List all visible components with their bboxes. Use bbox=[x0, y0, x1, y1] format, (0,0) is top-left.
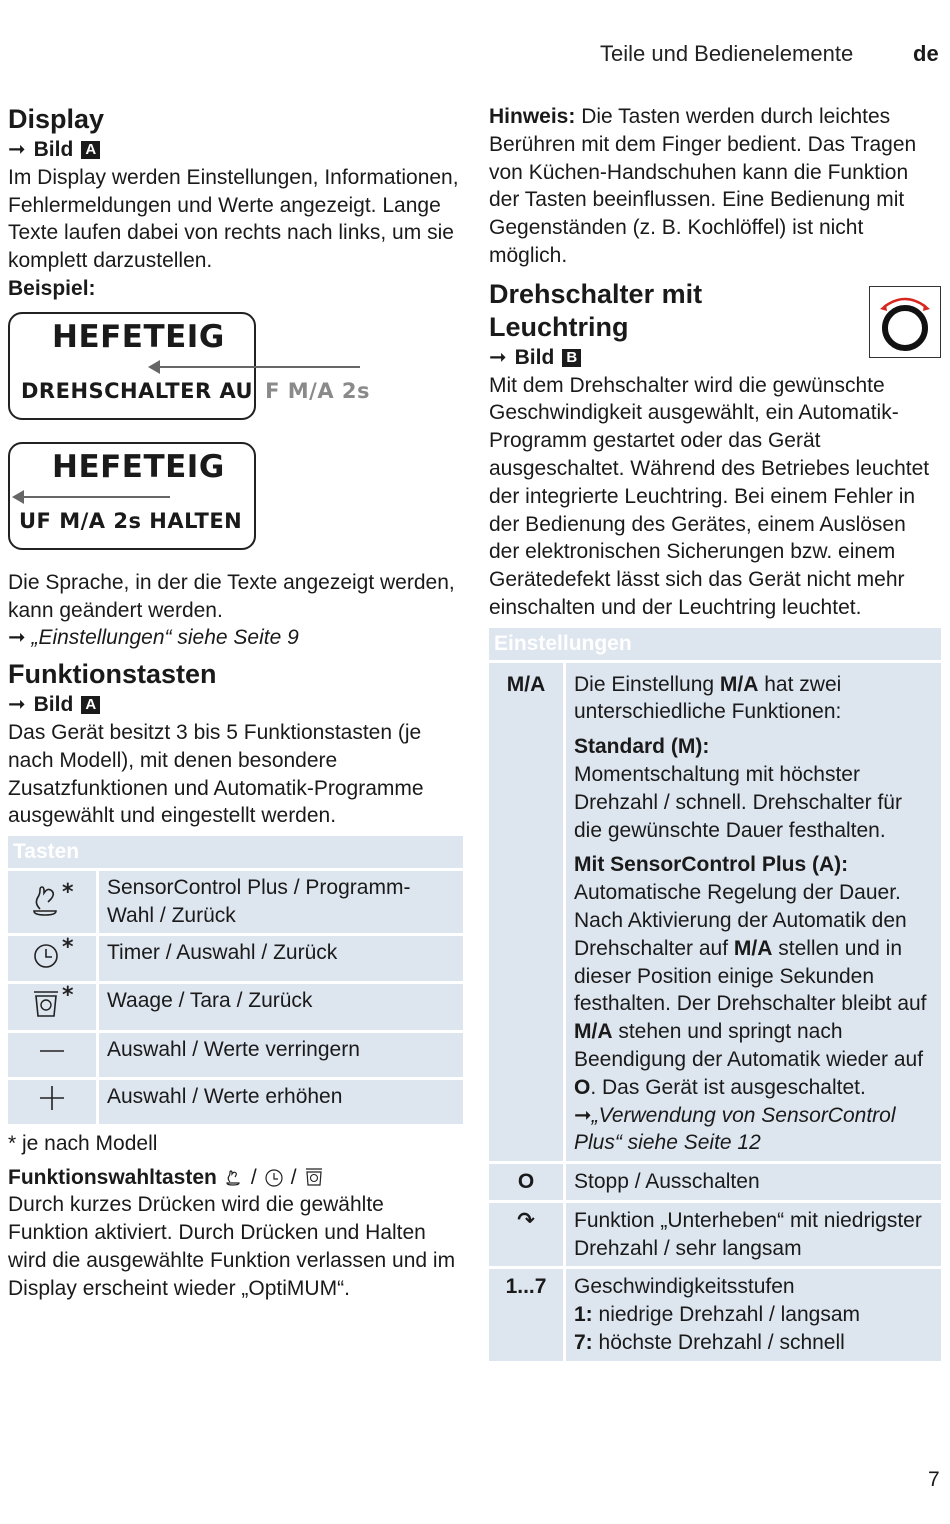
table-row bbox=[489, 660, 941, 1162]
footnote-star: * bbox=[62, 985, 74, 1009]
figure-label: B bbox=[562, 349, 581, 367]
arrow-icon: ➞ bbox=[8, 626, 26, 650]
text-run: 7: bbox=[574, 1331, 593, 1355]
setting-description: Stopp / Ausschalten bbox=[566, 1161, 941, 1200]
timer-icon bbox=[22, 937, 82, 973]
table-row bbox=[8, 933, 463, 982]
handling-note bbox=[489, 103, 941, 270]
text-run: Die Einstellung bbox=[574, 672, 720, 696]
function-keys-table bbox=[8, 836, 463, 1124]
off-position-icon: O bbox=[574, 1075, 591, 1099]
display-figure-ref bbox=[8, 136, 463, 164]
minus-icon bbox=[32, 1034, 72, 1068]
table-header: Einstellungen bbox=[489, 628, 941, 660]
text-run: M/A bbox=[719, 672, 759, 696]
figure-ref-text: Bild bbox=[514, 345, 555, 369]
text-run: stellen und in dieser Position einige Sekunden festhalten. Der Drehschalter bleibt auf bbox=[574, 936, 927, 1016]
note-label: Hinweis: bbox=[489, 105, 576, 128]
key-description: SensorControl Plus / Programm-Wahl / Zurück bbox=[99, 868, 463, 933]
table-row bbox=[489, 1161, 941, 1200]
setting-key: M/A bbox=[489, 660, 566, 1162]
rotary-knob-icon bbox=[870, 287, 940, 357]
sensor-control-icon bbox=[22, 875, 82, 923]
language-note: Die Sprache, in der die Texte angezeigt werden, kann geändert werden. bbox=[8, 570, 455, 622]
key-description: Timer / Auswahl / Zurück bbox=[99, 933, 463, 982]
settings-ref-text: „Einstellungen“ siehe Seite 9 bbox=[31, 626, 299, 650]
key-cell bbox=[8, 981, 99, 1030]
sensor-mode-text bbox=[574, 879, 933, 1157]
page-number: 7 bbox=[928, 1468, 940, 1491]
display-line-1: HEFETEIG bbox=[52, 318, 225, 355]
running-header-section: Teile und Bedienelemente bbox=[600, 41, 854, 66]
sensor-control-icon bbox=[223, 1166, 245, 1188]
table-row bbox=[8, 868, 463, 933]
arrow-icon: ➞ bbox=[8, 693, 26, 717]
arrow-icon: ➞ bbox=[574, 1103, 592, 1127]
key-cell bbox=[8, 1030, 99, 1077]
timer-icon bbox=[263, 1166, 285, 1188]
display-scrolling-text: F M/A 2s bbox=[265, 378, 371, 403]
text-run: hat zwei unterschiedliche Funktionen: bbox=[574, 672, 842, 724]
note-text: Die Tasten werden durch leichtes Berühren mit dem Finger bedient. Das Tragen von Küchen-Handschuhen kann die Funktion der Tasten beeinflussen. Eine Bedienung mit Gegenständen (z. B. Kochlöffel) ist nicht möglich. bbox=[489, 105, 917, 267]
standard-mode-title: Standard (M): bbox=[574, 735, 710, 759]
function-keys-heading: Funktionstasten bbox=[8, 659, 217, 690]
selection-keys-body: Durch kurzes Drücken wird die gewählte Funktion aktiviert. Durch Drücken und Halten wird die ausgewählte Funktion verlassen und im Display erscheint wieder „OptiMUM“. bbox=[8, 1193, 456, 1300]
heading-line: Leuchtring bbox=[489, 311, 629, 342]
text-run: niedrige Drehzahl / langsam bbox=[592, 1303, 860, 1327]
function-keys-body: Das Gerät besitzt 3 bis 5 Funktionstasten (je nach Modell), mit denen besondere Zusatzfunktionen und Automatik-Programme ausgewählt und eingestellt werden. bbox=[8, 720, 424, 828]
key-description: Auswahl / Werte erhöhen bbox=[99, 1077, 463, 1124]
key-cell bbox=[8, 1077, 99, 1124]
display-heading: Display bbox=[8, 104, 105, 134]
figure-label: A bbox=[81, 696, 100, 714]
key-cell bbox=[8, 868, 99, 933]
text-run: höchste Drehzahl / schnell bbox=[592, 1331, 845, 1355]
example-label: Beispiel: bbox=[8, 276, 96, 300]
display-body: Im Display werden Einstellungen, Informationen, Fehlermeldungen und Werte angezeigt. Lange Texte laufen dabei von rechts nach links, um sie komplett darzustellen. bbox=[8, 165, 459, 273]
table-row bbox=[8, 1030, 463, 1077]
setting-key bbox=[489, 1200, 566, 1267]
setting-key: 1...7 bbox=[489, 1266, 566, 1360]
text-run: . Das Gerät ist ausgeschaltet. bbox=[590, 1075, 866, 1099]
setting-description bbox=[566, 1266, 941, 1360]
key-description: Waage / Tara / Zurück bbox=[99, 981, 463, 1030]
figure-label: A bbox=[81, 141, 100, 159]
left-column bbox=[8, 103, 463, 1303]
rotary-switch-icon bbox=[869, 286, 941, 358]
table-row bbox=[489, 1200, 941, 1267]
fold-position-icon: ↷ bbox=[517, 1208, 535, 1232]
text-run: stehen und springt nach Beendigung der Automatik wieder auf bbox=[574, 1020, 924, 1071]
display-line-2: UF M/A 2s HALTEN bbox=[19, 508, 243, 533]
text-run: 1: bbox=[574, 1303, 593, 1327]
key-cell bbox=[8, 933, 99, 982]
figure-ref-text: Bild bbox=[33, 138, 74, 161]
icon-separator: / bbox=[290, 1165, 297, 1189]
rotary-body: Mit dem Drehschalter wird die gewünschte Geschwindigkeit ausgewählt, ein Automatik-Programm gestartet oder das Gerät ausgeschaltet. Während des Betriebes leuchtet der integrierte Leuchtring. Bei einem Fehler in der Bedienung des Gerätes, einem Auslösen der elektronischen Sicherungen bzw. einem Gerätedefekt lässt sich das Gerät nicht mehr einschalten und der Leuchtring leuchtet. bbox=[489, 373, 930, 619]
speed-levels-text: Geschwindigkeitsstufen bbox=[574, 1275, 795, 1299]
settings-cross-ref bbox=[8, 624, 463, 652]
function-keys-figure-ref bbox=[8, 691, 463, 719]
running-header-language: de bbox=[913, 41, 939, 66]
display-line-1: HEFETEIG bbox=[52, 448, 225, 485]
table-row bbox=[8, 981, 463, 1030]
sensor-ref-text: „Verwendung von SensorControl Plus“ siehe Seite 12 bbox=[574, 1103, 896, 1155]
footnote: * je nach Modell bbox=[8, 1131, 158, 1155]
scroll-direction-arrow bbox=[158, 366, 360, 368]
heading-line: Drehschalter mit bbox=[489, 278, 703, 309]
scale-icon bbox=[303, 1166, 325, 1188]
selection-keys-heading bbox=[8, 1164, 463, 1192]
arrow-icon: ➞ bbox=[489, 345, 507, 369]
scroll-direction-arrow bbox=[22, 496, 170, 498]
display-example-2 bbox=[8, 442, 463, 572]
table-row bbox=[489, 1266, 941, 1360]
footnote-star: * bbox=[62, 879, 74, 905]
setting-key bbox=[489, 1161, 566, 1200]
display-example-1 bbox=[8, 312, 463, 442]
display-line-2 bbox=[21, 378, 370, 406]
table-row bbox=[8, 1077, 463, 1124]
icon-separator: / bbox=[250, 1165, 257, 1189]
text-run: Automatische Regelung der Dauer. Nach Aktivierung der Automatik den Drehschalter auf bbox=[574, 881, 907, 960]
table-header: Tasten bbox=[8, 836, 463, 868]
footnote-star: * bbox=[62, 936, 74, 960]
selection-keys-title: Funktionswahltasten bbox=[8, 1165, 217, 1189]
settings-table bbox=[489, 628, 941, 1361]
standard-mode-text: Momentschaltung mit höchster Drehzahl / schnell. Drehschalter für die gewünschte Dauer festhalten. bbox=[574, 762, 902, 842]
setting-description bbox=[566, 660, 941, 1162]
display-visible-text: DREHSCHALTER AU bbox=[21, 378, 254, 403]
scale-icon bbox=[22, 985, 82, 1021]
stop-position-icon: O bbox=[517, 1170, 535, 1194]
rotary-switch-heading bbox=[489, 278, 819, 344]
text-run: M/A bbox=[733, 936, 773, 960]
key-description: Auswahl / Werte verringern bbox=[99, 1030, 463, 1077]
arrow-icon: ➞ bbox=[8, 138, 26, 161]
text-run: M/A bbox=[574, 1020, 613, 1044]
sensor-mode-title: Mit SensorControl Plus (A): bbox=[574, 853, 849, 877]
plus-icon bbox=[32, 1081, 72, 1115]
figure-ref-text: Bild bbox=[33, 693, 74, 717]
setting-description: Funktion „Unterheben“ mit niedrigster Drehzahl / sehr langsam bbox=[566, 1200, 941, 1267]
